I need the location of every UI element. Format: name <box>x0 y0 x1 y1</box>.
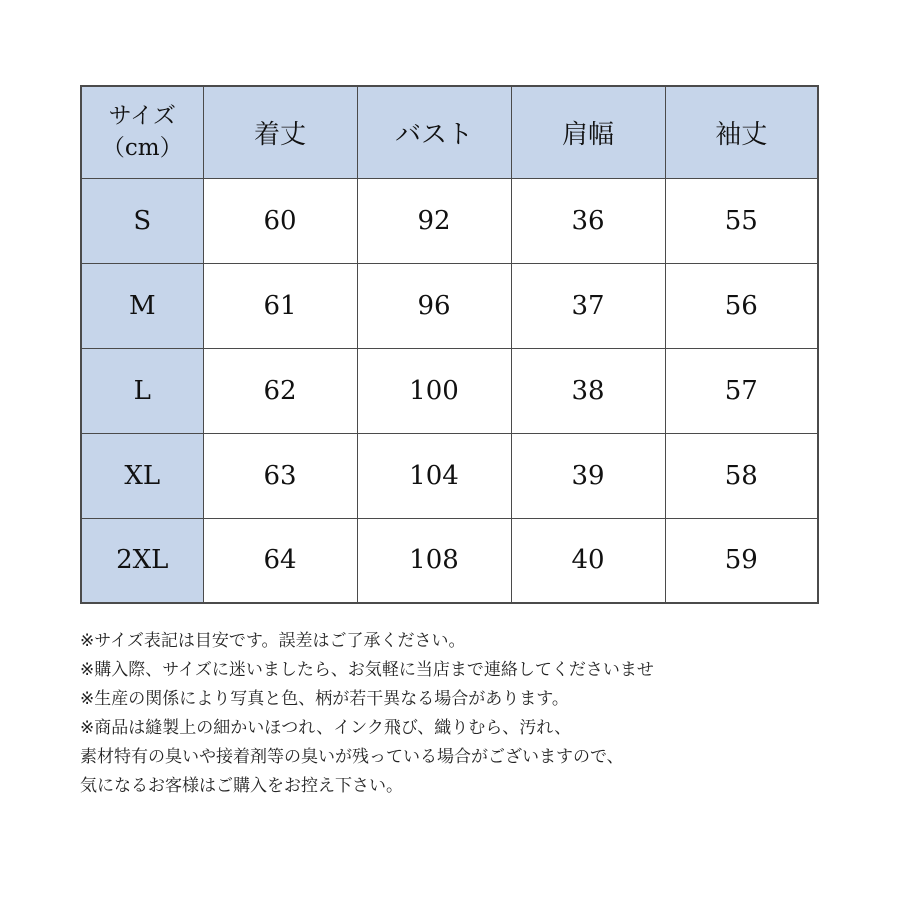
column-header-shoulder: 肩幅 <box>511 86 665 178</box>
sleeve-cell: 57 <box>665 348 818 433</box>
shoulder-cell: 36 <box>511 178 665 263</box>
table-row <box>81 178 818 263</box>
size-label-cell: XL <box>81 433 203 518</box>
size-chart-table <box>80 85 819 604</box>
bust-cell: 108 <box>357 518 511 603</box>
bust-cell: 96 <box>357 263 511 348</box>
note-line: ※サイズ表記は目安です。誤差はご了承ください。 <box>80 631 466 651</box>
length-cell: 62 <box>203 348 357 433</box>
column-header-length: 着丈 <box>203 86 357 178</box>
size-unit-header <box>81 86 203 178</box>
size-label-cell: M <box>81 263 203 348</box>
unit-label: （cm） <box>101 135 183 162</box>
bust-cell: 100 <box>357 348 511 433</box>
table-row <box>81 348 818 433</box>
table-row <box>81 518 818 603</box>
size-header-label: サイズ <box>108 103 176 130</box>
bust-cell: 104 <box>357 433 511 518</box>
sleeve-cell: 58 <box>665 433 818 518</box>
sleeve-cell: 55 <box>665 178 818 263</box>
column-header-bust: バスト <box>357 86 511 178</box>
note-line: ※商品は縫製上の細かいほつれ、インク飛び、織りむら、汚れ、 <box>80 718 572 738</box>
size-label-cell: 2XL <box>81 518 203 603</box>
note-line: 素材特有の臭いや接着剤等の臭いが残っている場合がございますので、 <box>80 747 624 767</box>
table-header-row <box>81 86 818 178</box>
size-notes <box>80 627 880 801</box>
size-label-cell: L <box>81 348 203 433</box>
table-row <box>81 433 818 518</box>
sleeve-cell: 56 <box>665 263 818 348</box>
length-cell: 60 <box>203 178 357 263</box>
note-line: ※購入際、サイズに迷いましたら、お気軽に当店まで連絡してくださいませ <box>80 660 654 680</box>
size-label-cell: S <box>81 178 203 263</box>
shoulder-cell: 38 <box>511 348 665 433</box>
table-row <box>81 263 818 348</box>
bust-cell: 92 <box>357 178 511 263</box>
length-cell: 63 <box>203 433 357 518</box>
shoulder-cell: 40 <box>511 518 665 603</box>
sleeve-cell: 59 <box>665 518 818 603</box>
column-header-sleeve: 袖丈 <box>665 86 818 178</box>
note-line: 気になるお客様はご購入をお控え下さい。 <box>80 776 403 796</box>
length-cell: 61 <box>203 263 357 348</box>
length-cell: 64 <box>203 518 357 603</box>
shoulder-cell: 37 <box>511 263 665 348</box>
shoulder-cell: 39 <box>511 433 665 518</box>
note-line: ※生産の関係により写真と色、柄が若干異なる場合があります。 <box>80 689 569 709</box>
